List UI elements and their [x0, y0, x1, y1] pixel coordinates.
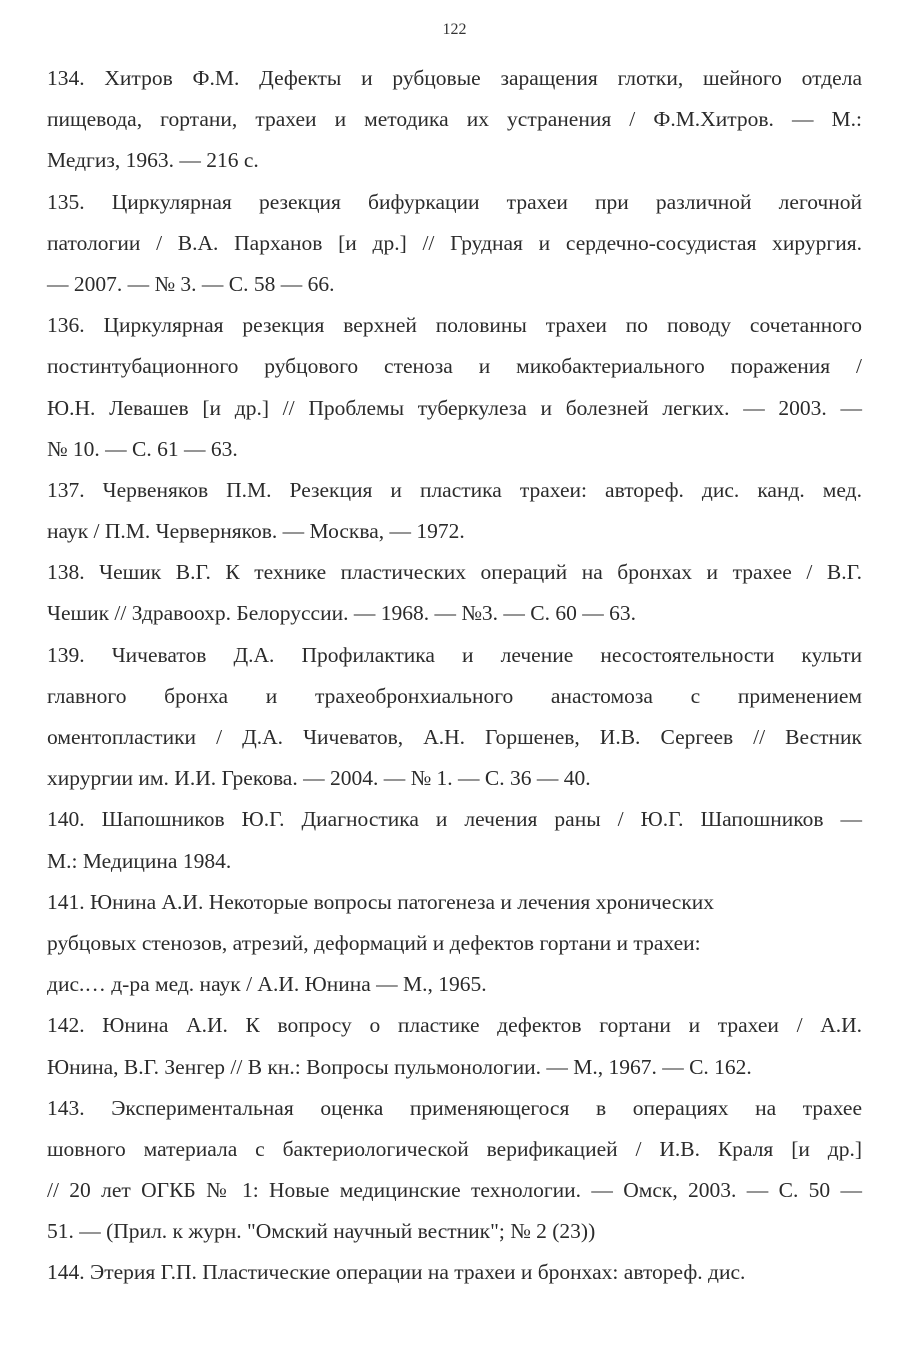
reference-141: [47, 882, 862, 1006]
reference-line: наук / П.М. Черверняков. — Москва, — 1972.: [47, 519, 465, 544]
reference-line: Чешик // Здравоохр. Белоруссии. — 1968. — №3. — С. 60 — 63.: [47, 601, 636, 626]
reference-136: [47, 305, 862, 470]
reference-line: 144. Этерия Г.П. Пластические операции на трахеи и бронхах: автореф. дис.: [47, 1260, 746, 1285]
reference-143: [47, 1088, 862, 1253]
reference-line: постинтубационного рубцового стеноза и микобактериального поражения /: [47, 354, 862, 379]
reference-142: [47, 1005, 862, 1087]
reference-135: [47, 182, 862, 306]
reference-line: 135. Циркулярная резекция бифуркации трахеи при различной легочной: [47, 189, 862, 214]
reference-line: 134. Хитров Ф.М. Дефекты и рубцовые заращения глотки, шейного отдела: [47, 66, 862, 90]
reference-line: 143. Экспериментальная оценка применяющегося в операциях на трахее: [47, 1095, 862, 1120]
reference-line: 141. Юнина А.И. Некоторые вопросы патогенеза и лечения хронических: [47, 889, 715, 914]
reference-line: хирургии им. И.И. Грекова. — 2004. — № 1. — С. 36 — 40.: [47, 766, 591, 791]
reference-line: главного бронха и трахеобронхиального анастомоза с применением: [47, 683, 862, 708]
reference-line: 137. Червеняков П.М. Резекция и пластика трахеи: автореф. дис. канд. мед.: [47, 477, 862, 502]
reference-138: [47, 552, 862, 634]
reference-line: 51. — (Прил. к журн. "Омский научный вестник"; № 2 (23)): [47, 1219, 596, 1244]
reference-line: 142. Юнина А.И. К вопросу о пластике дефектов гортани и трахеи / А.И.: [47, 1013, 862, 1038]
reference-list: [47, 58, 862, 1294]
reference-line: дис.… д-ра мед. наук / А.И. Юнина — М., 1965.: [47, 972, 487, 997]
reference-line: — 2007. — № 3. — С. 58 — 66.: [47, 271, 335, 296]
reference-line: пищевода, гортани, трахеи и методика их устранения / Ф.М.Хитров. — М.:: [47, 107, 862, 132]
reference-line: М.: Медицина 1984.: [47, 848, 232, 873]
reference-134: [47, 58, 862, 182]
reference-line: 138. Чешик В.Г. К технике пластических операций на бронхах и трахее / В.Г.: [47, 560, 862, 585]
reference-140: [47, 799, 862, 881]
reference-line: оментопластики / Д.А. Чичеватов, А.Н. Горшенев, И.В. Сергеев // Вестник: [47, 725, 862, 749]
reference-line: 140. Шапошников Ю.Г. Диагностика и лечения раны / Ю.Г. Шапошников —: [47, 807, 862, 832]
reference-line: рубцовых стенозов, атрезий, деформаций и дефектов гортани и трахеи:: [47, 930, 701, 955]
reference-line: 139. Чичеватов Д.А. Профилактика и лечение несостоятельности культи: [47, 642, 862, 667]
reference-line: Ю.Н. Левашев [и др.] // Проблемы туберкулеза и болезней легких. — 2003. —: [47, 395, 862, 420]
reference-line: патологии / В.А. Парханов [и др.] // Грудная и сердечно-сосудистая хирургия.: [47, 230, 862, 255]
reference-line: Юнина, В.Г. Зенгер // В кн.: Вопросы пульмонологии. — М., 1967. — С. 162.: [47, 1054, 752, 1079]
reference-line: // 20 лет ОГКБ № 1: Новые медицинские технологии. — Омск, 2003. — С. 50 —: [47, 1178, 862, 1203]
page-number: 122: [442, 21, 467, 38]
reference-137: [47, 470, 862, 552]
reference-line: шовного материала с бактериологической верификацией / И.В. Краля [и др.]: [47, 1136, 862, 1161]
reference-144: [47, 1252, 862, 1293]
reference-line: № 10. — С. 61 — 63.: [47, 436, 238, 461]
reference-line: 136. Циркулярная резекция верхней половины трахеи по поводу сочетанного: [47, 313, 862, 338]
reference-139: [47, 635, 862, 800]
reference-line: Медгиз, 1963. — 216 с.: [47, 148, 259, 173]
